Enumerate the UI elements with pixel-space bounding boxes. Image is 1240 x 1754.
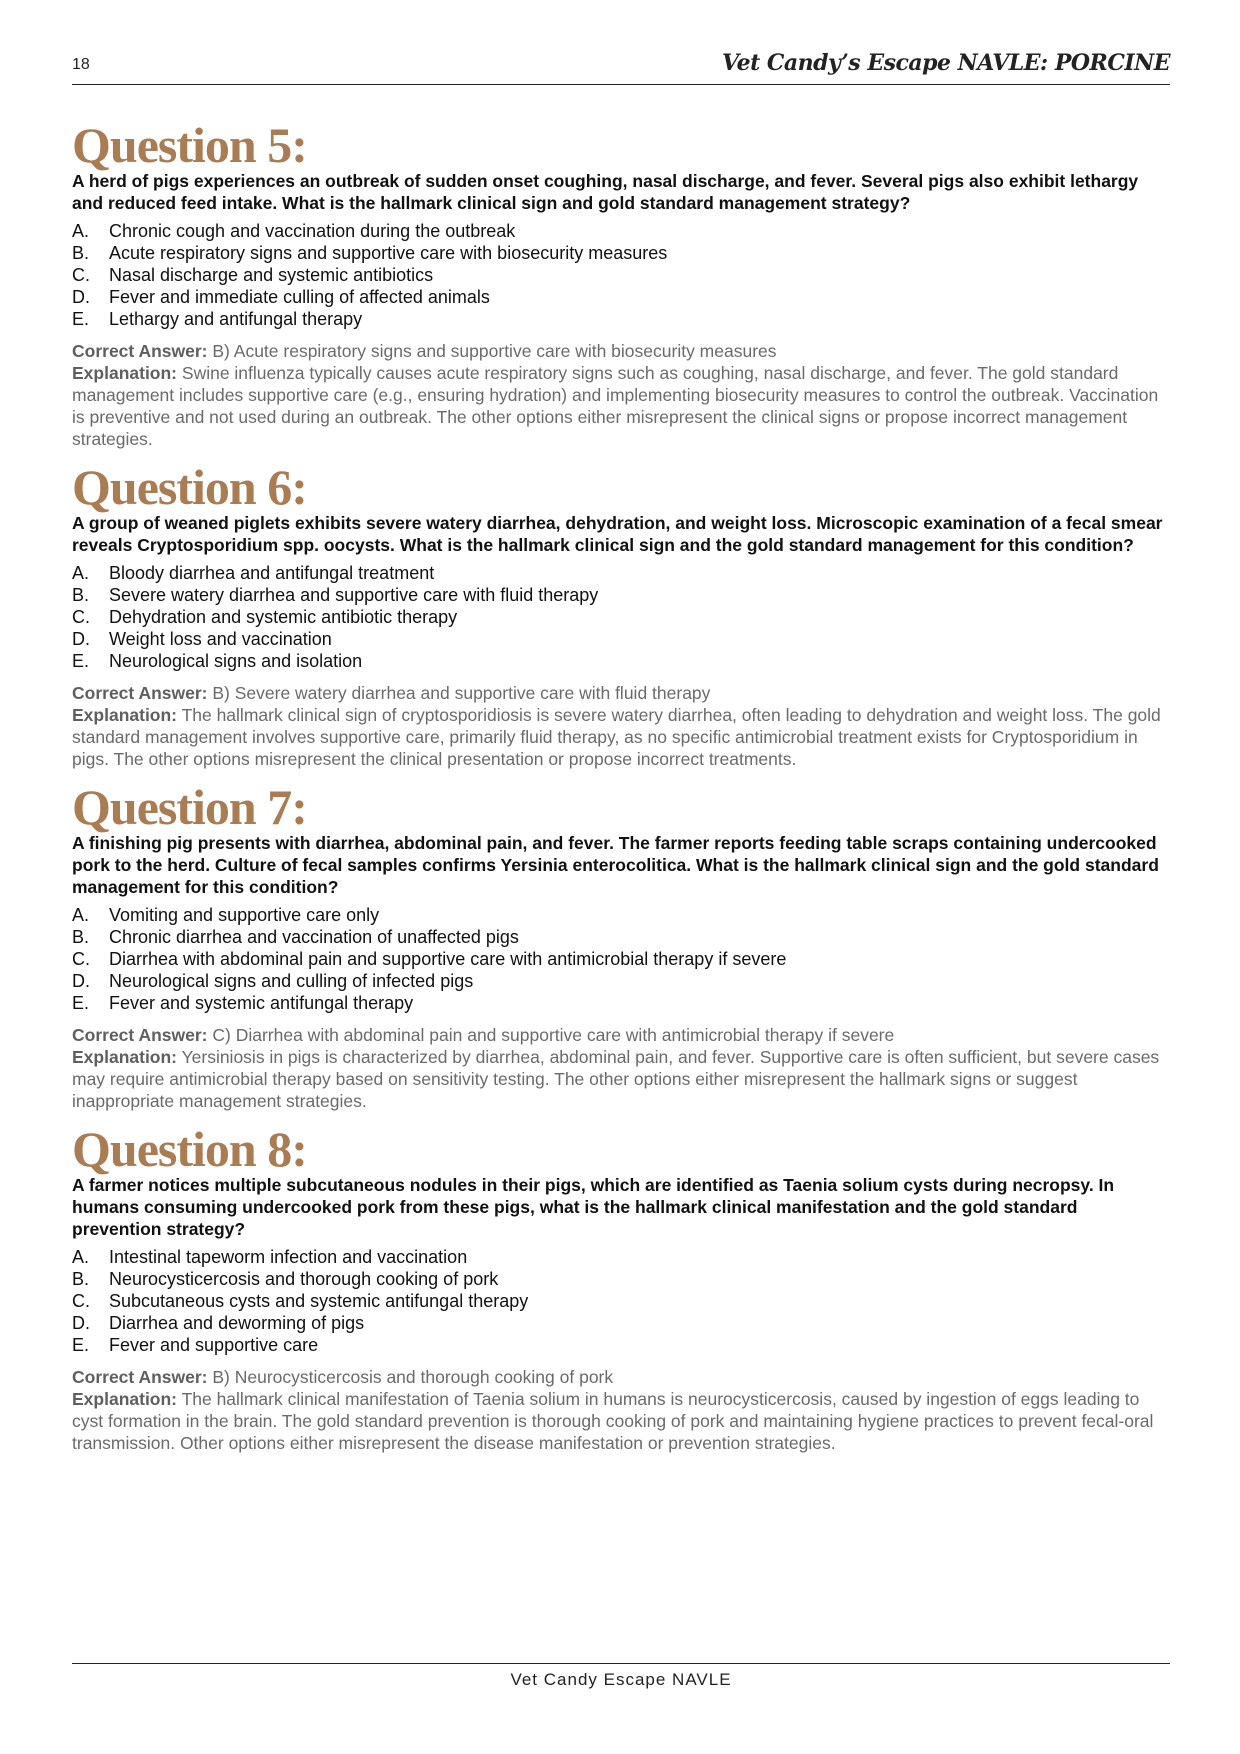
- question-title: Question 5:: [72, 117, 307, 173]
- option-text: Dehydration and systemic antibiotic therapy: [109, 607, 458, 627]
- explanation-text: The hallmark clinical sign of cryptosporidiosis is severe watery diarrhea, often leading to dehydration and weight loss. The gold standard management involves supportive care, primarily fluid therapy, as no specific antimicrobial treatment exists for Cryptosporidium in pigs. The other options misrepresent the clinical presentation or propose incorrect treatments.: [72, 705, 1161, 769]
- option-text: Fever and immediate culling of affected animals: [109, 287, 490, 307]
- page-header: [72, 48, 1170, 85]
- explanation: [72, 1046, 1170, 1112]
- option-text: Neurological signs and culling of infected pigs: [109, 971, 474, 991]
- option-letter: C.: [72, 949, 90, 969]
- option-letter: A.: [72, 905, 90, 925]
- option-letter: C.: [72, 265, 90, 285]
- option-item: [72, 992, 1170, 1014]
- option-text: Fever and systemic antifungal therapy: [109, 993, 414, 1013]
- explanation: [72, 1388, 1170, 1454]
- question-block: [72, 459, 1170, 770]
- question-block: [72, 117, 1170, 450]
- correct-answer-label: Correct Answer:: [72, 341, 208, 361]
- option-item: [72, 1312, 1170, 1334]
- explanation-label: Explanation:: [72, 705, 178, 725]
- option-letter: D.: [72, 971, 90, 991]
- option-letter: D.: [72, 287, 90, 307]
- option-letter: C.: [72, 1291, 90, 1311]
- option-letter: E.: [72, 1335, 90, 1355]
- option-text: Chronic diarrhea and vaccination of unaffected pigs: [109, 927, 519, 947]
- explanation-label: Explanation:: [72, 1389, 178, 1409]
- option-letter: A.: [72, 221, 90, 241]
- option-text: Acute respiratory signs and supportive care with biosecurity measures: [109, 243, 668, 263]
- correct-answer-text: B) Acute respiratory signs and supportive care with biosecurity measures: [212, 341, 777, 361]
- correct-answer-text: B) Neurocysticercosis and thorough cooking of pork: [212, 1367, 614, 1387]
- correct-answer: [72, 340, 1170, 362]
- option-item: [72, 264, 1170, 286]
- question-block: [72, 1121, 1170, 1454]
- correct-answer-label: Correct Answer:: [72, 1025, 208, 1045]
- option-item: [72, 1268, 1170, 1290]
- option-text: Chronic cough and vaccination during the outbreak: [109, 221, 516, 241]
- option-text: Nasal discharge and systemic antibiotics: [109, 265, 434, 285]
- option-letter: B.: [72, 585, 90, 605]
- correct-answer: [72, 682, 1170, 704]
- option-text: Diarrhea with abdominal pain and supportive care with antimicrobial therapy if severe: [109, 949, 787, 969]
- answer-options: [72, 904, 1170, 1014]
- document-page: [72, 0, 1170, 1754]
- option-text: Vomiting and supportive care only: [109, 905, 380, 925]
- option-item: [72, 948, 1170, 970]
- explanation: [72, 704, 1170, 770]
- option-letter: E.: [72, 309, 90, 329]
- question-stem: A farmer notices multiple subcutaneous nodules in their pigs, which are identified as Taenia solium cysts during necropsy. In humans consuming undercooked pork from these pigs, what is the hallmark clinical manifestation and the gold standard prevention strategy?: [72, 1175, 1115, 1239]
- question-stem: A group of weaned piglets exhibits severe watery diarrhea, dehydration, and weight loss. Microscopic examination of a fecal smear reveals Cryptosporidium spp. oocysts. What is the hallmark clinical sign and the gold standard management for this condition?: [72, 513, 1163, 555]
- option-letter: E.: [72, 651, 90, 671]
- option-text: Fever and supportive care: [109, 1335, 319, 1355]
- option-text: Bloody diarrhea and antifungal treatment: [109, 563, 435, 583]
- option-letter: D.: [72, 629, 90, 649]
- option-letter: C.: [72, 607, 90, 627]
- answer-options: [72, 562, 1170, 672]
- option-text: Lethargy and antifungal therapy: [109, 309, 363, 329]
- footer-text: Vet Candy Escape NAVLE: [510, 1670, 732, 1689]
- option-item: [72, 308, 1170, 330]
- explanation-text: Swine influenza typically causes acute respiratory signs such as coughing, nasal discharge, and fever. The gold standard management includes supportive care (e.g., ensuring hydration) and implementing biosecurity measures to control the outbreak. Vaccination is preventive and not used during an outbreak. The other options either misrepresent the clinical signs or propose incorrect management strategies.: [72, 363, 1159, 449]
- question-block: [72, 779, 1170, 1112]
- explanation-text: The hallmark clinical manifestation of Taenia solium in humans is neurocysticercosis, caused by ingestion of eggs leading to cyst formation in the brain. The gold standard prevention is thorough cooking of pork and maintaining hygiene practices to prevent fecal-oral transmission. Other options either misrepresent the disease manifestation or prevention strategies.: [72, 1389, 1154, 1453]
- answer-options: [72, 220, 1170, 330]
- option-text: Severe watery diarrhea and supportive care with fluid therapy: [109, 585, 599, 605]
- question-title: Question 7:: [72, 779, 307, 835]
- correct-answer: [72, 1366, 1170, 1388]
- question-title: Question 6:: [72, 459, 307, 515]
- option-text: Diarrhea and deworming of pigs: [109, 1313, 365, 1333]
- explanation: [72, 362, 1170, 450]
- option-item: [72, 286, 1170, 308]
- option-item: [72, 584, 1170, 606]
- option-text: Intestinal tapeworm infection and vaccination: [109, 1247, 468, 1267]
- correct-answer-label: Correct Answer:: [72, 1367, 208, 1387]
- answer-options: [72, 1246, 1170, 1356]
- option-item: [72, 1290, 1170, 1312]
- correct-answer-text: C) Diarrhea with abdominal pain and supportive care with antimicrobial therapy if severe: [212, 1025, 895, 1045]
- option-letter: B.: [72, 243, 90, 263]
- option-letter: A.: [72, 563, 90, 583]
- option-item: [72, 606, 1170, 628]
- option-letter: B.: [72, 1269, 90, 1289]
- page-number: 18: [72, 56, 90, 73]
- option-item: [72, 926, 1170, 948]
- option-item: [72, 562, 1170, 584]
- option-letter: B.: [72, 927, 90, 947]
- question-title: Question 8:: [72, 1121, 307, 1177]
- option-item: [72, 904, 1170, 926]
- option-letter: E.: [72, 993, 90, 1013]
- correct-answer-label: Correct Answer:: [72, 683, 208, 703]
- option-letter: D.: [72, 1313, 90, 1333]
- page-footer: [72, 1663, 1170, 1690]
- correct-answer: [72, 1024, 1170, 1046]
- option-text: Weight loss and vaccination: [109, 629, 332, 649]
- option-item: [72, 1246, 1170, 1268]
- running-title: Vet Candy’s Escape NAVLE: PORCINE: [722, 50, 1170, 76]
- question-stem: A herd of pigs experiences an outbreak of sudden onset coughing, nasal discharge, and fever. Several pigs also exhibit lethargy and reduced feed intake. What is the hallmark clinical sign and gold standard management strategy?: [72, 171, 1139, 213]
- option-item: [72, 1334, 1170, 1356]
- option-item: [72, 242, 1170, 264]
- option-item: [72, 650, 1170, 672]
- explanation-label: Explanation:: [72, 1047, 178, 1067]
- correct-answer-text: B) Severe watery diarrhea and supportive care with fluid therapy: [212, 683, 711, 703]
- option-item: [72, 970, 1170, 992]
- option-text: Subcutaneous cysts and systemic antifungal therapy: [109, 1291, 529, 1311]
- option-item: [72, 220, 1170, 242]
- question-list: [72, 112, 1170, 1466]
- option-text: Neurological signs and isolation: [109, 651, 363, 671]
- explanation-text: Yersiniosis in pigs is characterized by diarrhea, abdominal pain, and fever. Supportive care is often sufficient, but severe cases may require antimicrobial therapy based on sensitivity testing. The other options either misrepresent the hallmark signs or suggest inappropriate management strategies.: [72, 1047, 1160, 1111]
- explanation-label: Explanation:: [72, 363, 178, 383]
- question-stem: A finishing pig presents with diarrhea, abdominal pain, and fever. The farmer reports feeding table scraps containing undercooked pork to the herd. Culture of fecal samples confirms Yersinia enterocolitica. What is the hallmark clinical sign and the gold standard management for this condition?: [72, 833, 1159, 897]
- option-text: Neurocysticercosis and thorough cooking of pork: [109, 1269, 499, 1289]
- option-letter: A.: [72, 1247, 90, 1267]
- option-item: [72, 628, 1170, 650]
